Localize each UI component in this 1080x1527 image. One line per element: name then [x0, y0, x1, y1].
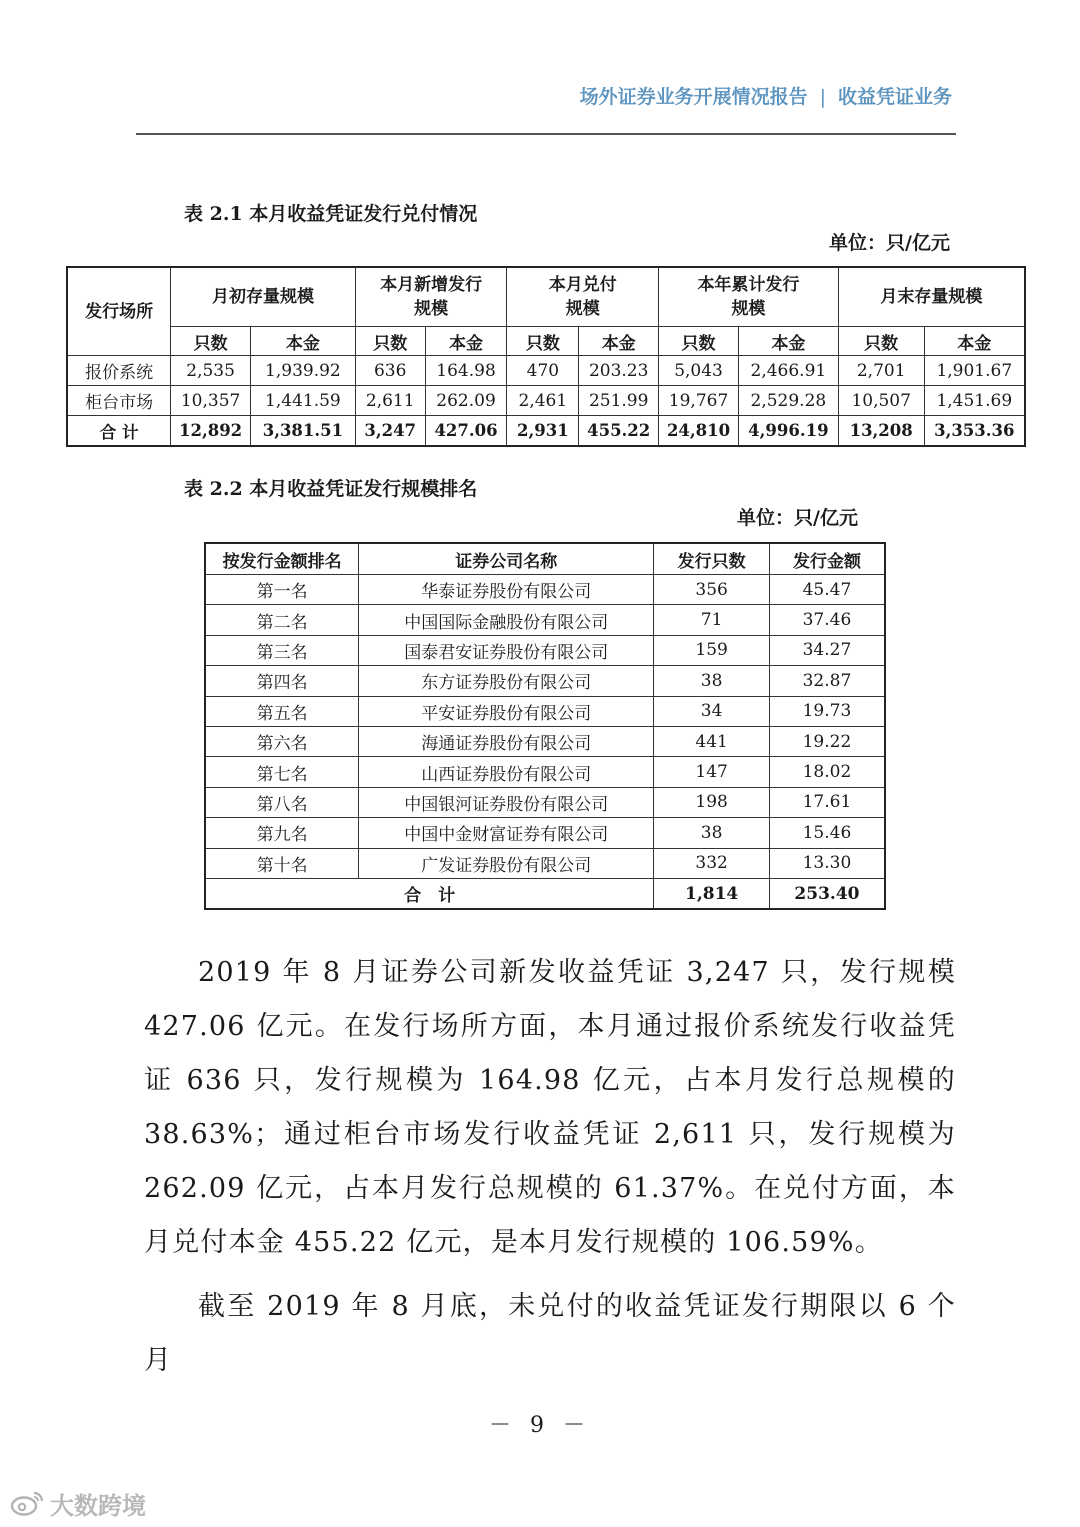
watermark — [10, 1488, 146, 1518]
table2-header: 发行金额 — [769, 543, 885, 575]
rank-cell: 第八名 — [205, 787, 359, 817]
table-row — [205, 605, 885, 635]
table1-cell: 470 — [507, 356, 579, 386]
amount-cell: 17.61 — [769, 787, 885, 817]
rank-cell: 第四名 — [205, 666, 359, 696]
company-cell: 东方证券股份有限公司 — [359, 666, 654, 696]
table1-subheader: 本金 — [425, 327, 507, 356]
amount-cell: 37.46 — [769, 605, 885, 635]
company-cell: 中国国际金融股份有限公司 — [359, 605, 654, 635]
watermark-text: 大数跨境 — [50, 1491, 146, 1520]
table1-cell: 3,353.36 — [924, 416, 1025, 447]
table1-cell: 2,611 — [355, 386, 425, 416]
table1-subheader: 本金 — [738, 327, 838, 356]
table1-group-header: 本月兑付 规模 — [507, 267, 659, 327]
table1-subheader: 本金 — [251, 327, 356, 356]
table-row — [205, 787, 885, 817]
table1-total-label: 合 计 — [67, 416, 171, 447]
table1-subheader-row — [67, 327, 1025, 356]
issuance-redemption-table — [66, 266, 1026, 447]
table2-header-row — [205, 543, 885, 575]
table1-group-header: 本年累计发行 规模 — [659, 267, 839, 327]
count-cell: 147 — [654, 757, 770, 787]
table1-subheader: 只数 — [171, 327, 251, 356]
company-cell: 广发证券股份有限公司 — [359, 848, 654, 878]
table-row — [205, 666, 885, 696]
table1-cell: 164.98 — [425, 356, 507, 386]
table-row — [205, 696, 885, 726]
amount-cell: 18.02 — [769, 757, 885, 787]
table1-cell: 2,701 — [838, 356, 924, 386]
page-number: － 9 － — [489, 1413, 591, 1438]
amount-cell: 45.47 — [769, 575, 885, 605]
amount-cell: 253.40 — [769, 878, 885, 909]
table1-cell: 4,996.19 — [738, 416, 838, 447]
company-cell: 中国银河证券股份有限公司 — [359, 787, 654, 817]
company-cell: 华泰证券股份有限公司 — [359, 575, 654, 605]
table2-unit: 单位：只/亿元 — [737, 507, 858, 529]
report-header — [580, 82, 952, 109]
table1-cell: 1,939.92 — [251, 356, 356, 386]
table1-cell: 427.06 — [425, 416, 507, 447]
rank-cell: 第一名 — [205, 575, 359, 605]
weibo-icon — [10, 1490, 44, 1516]
table1-cell: 12,892 — [171, 416, 251, 447]
header-rule — [136, 133, 956, 135]
table2-header: 证券公司名称 — [359, 543, 654, 575]
rank-cell: 第二名 — [205, 605, 359, 635]
table1-cell: 3,247 — [355, 416, 425, 447]
table2-caption: 表 2.2 本月收益凭证发行规模排名 — [184, 478, 478, 500]
table1-group-header: 月初存量规模 — [171, 267, 356, 327]
count-cell: 332 — [654, 848, 770, 878]
amount-cell: 15.46 — [769, 818, 885, 848]
count-cell: 356 — [654, 575, 770, 605]
amount-cell: 32.87 — [769, 666, 885, 696]
table1-venue-cell: 报价系统 — [67, 356, 171, 386]
table1-cell: 2,535 — [171, 356, 251, 386]
amount-cell: 34.27 — [769, 635, 885, 665]
table1-venue-header: 发行场所 — [67, 267, 171, 356]
issuance-ranking-table — [204, 542, 886, 910]
table1-cell: 2,931 — [507, 416, 579, 447]
table-row — [205, 848, 885, 878]
table1-caption: 表 2.1 本月收益凭证发行兑付情况 — [184, 203, 478, 225]
rank-cell: 第三名 — [205, 635, 359, 665]
table1-subheader: 只数 — [838, 327, 924, 356]
amount-cell: 13.30 — [769, 848, 885, 878]
table2-header: 按发行金额排名 — [205, 543, 359, 575]
count-cell: 71 — [654, 605, 770, 635]
table1-cell: 251.99 — [579, 386, 659, 416]
amount-cell: 19.22 — [769, 726, 885, 756]
company-cell: 海通证券股份有限公司 — [359, 726, 654, 756]
rank-cell: 第五名 — [205, 696, 359, 726]
table2-total-row — [205, 878, 885, 909]
table-row — [67, 386, 1025, 416]
header-section-title: 收益凭证业务 — [837, 86, 952, 108]
count-cell: 38 — [654, 666, 770, 696]
table1-group-header: 本月新增发行 规模 — [355, 267, 507, 327]
table1-cell: 2,461 — [507, 386, 579, 416]
paragraph: 截至 2019 年 8 月底，未兑付的收益凭证发行期限以 6 个月 — [144, 1291, 956, 1376]
table1-cell: 1,441.59 — [251, 386, 356, 416]
table1-cell: 1,451.69 — [924, 386, 1025, 416]
company-cell: 平安证券股份有限公司 — [359, 696, 654, 726]
table-row — [67, 356, 1025, 386]
body-text — [144, 946, 956, 1388]
table2-total-label: 合 计 — [205, 878, 654, 909]
table1-venue-cell: 柜台市场 — [67, 386, 171, 416]
table1-cell: 262.09 — [425, 386, 507, 416]
table1-cell: 636 — [355, 356, 425, 386]
count-cell: 34 — [654, 696, 770, 726]
table-row — [205, 757, 885, 787]
table1-cell: 455.22 — [579, 416, 659, 447]
count-cell: 159 — [654, 635, 770, 665]
table1-cell: 10,507 — [838, 386, 924, 416]
table1-cell: 2,466.91 — [738, 356, 838, 386]
table1-subheader: 只数 — [355, 327, 425, 356]
table1-cell: 5,043 — [659, 356, 739, 386]
table1-cell: 19,767 — [659, 386, 739, 416]
count-cell: 1,814 — [654, 878, 770, 909]
count-cell: 441 — [654, 726, 770, 756]
company-cell: 中国中金财富证券有限公司 — [359, 818, 654, 848]
table1-cell: 203.23 — [579, 356, 659, 386]
table1-subheader: 只数 — [659, 327, 739, 356]
table1-cell: 13,208 — [838, 416, 924, 447]
count-cell: 198 — [654, 787, 770, 817]
amount-cell: 19.73 — [769, 696, 885, 726]
company-cell: 山西证券股份有限公司 — [359, 757, 654, 787]
table1-subheader: 只数 — [507, 327, 579, 356]
table-row — [205, 818, 885, 848]
count-cell: 38 — [654, 818, 770, 848]
rank-cell: 第十名 — [205, 848, 359, 878]
table2-header: 发行只数 — [654, 543, 770, 575]
paragraph: 2019 年 8 月证券公司新发收益凭证 3,247 只，发行规模 427.06 亿元。在发行场所方面，本月通过报价系统发行收益凭证 636 只，发行规模为 164.98 亿元，占本月发行总规模的 38.63%；通过柜台市场发行收益凭证 2,611 只，发行规模为 262.09 亿元，占本月发行总规模的 61.37%。在兑付方面，本月兑付本金 455.22 亿元，是本月发行规模的 106.59%。 — [144, 957, 956, 1258]
table-row — [205, 575, 885, 605]
table1-group-header: 月末存量规模 — [838, 267, 1025, 327]
table1-cell: 24,810 — [659, 416, 739, 447]
rank-cell: 第六名 — [205, 726, 359, 756]
header-separator: | — [819, 86, 826, 108]
table1-subheader: 本金 — [579, 327, 659, 356]
table1-cell: 2,529.28 — [738, 386, 838, 416]
table1-unit: 单位：只/亿元 — [829, 232, 950, 254]
rank-cell: 第九名 — [205, 818, 359, 848]
table1-header-row — [67, 267, 1025, 327]
table-row — [205, 726, 885, 756]
company-cell: 国泰君安证券股份有限公司 — [359, 635, 654, 665]
header-report-title: 场外证券业务开展情况报告 — [579, 86, 808, 108]
table1-cell: 3,381.51 — [251, 416, 356, 447]
table1-cell: 10,357 — [171, 386, 251, 416]
table1-subheader: 本金 — [924, 327, 1025, 356]
table1-total-row — [67, 416, 1025, 447]
table1-cell: 1,901.67 — [924, 356, 1025, 386]
rank-cell: 第七名 — [205, 757, 359, 787]
table-row — [205, 635, 885, 665]
